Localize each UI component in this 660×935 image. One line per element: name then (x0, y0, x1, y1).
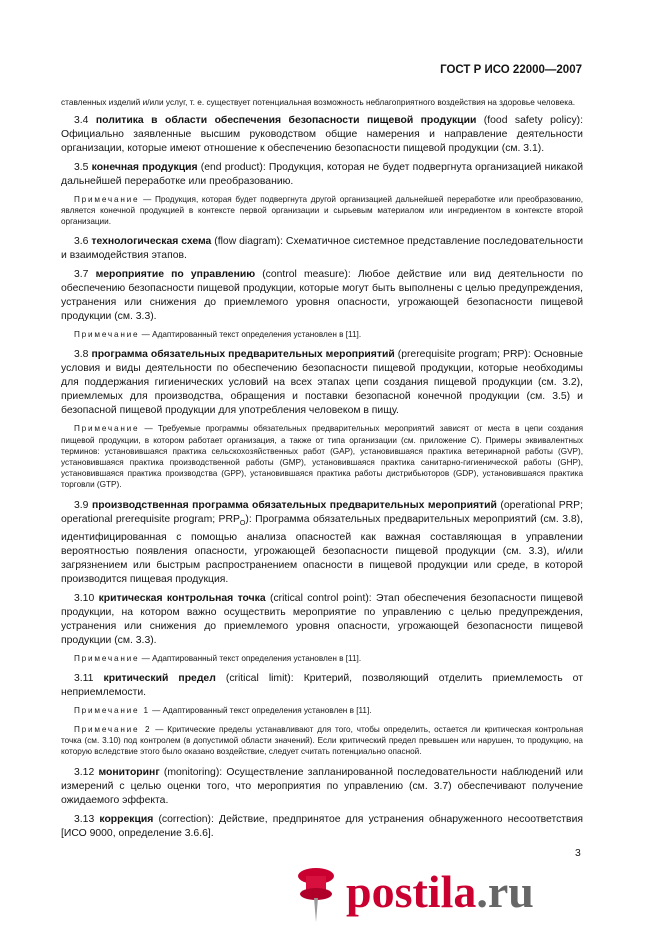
note-label: Примечание 2 (74, 725, 152, 735)
note-text: — Продукция, которая будет подвергнута другой организацией дальнейшей переработке или преобразованию, является конечной продукцией в контексте первой организации и сырьевым материалом или ингредиентом в контексте второй организации. (61, 194, 583, 226)
note-text: — Адаптированный текст определения установлен в [11]. (139, 653, 362, 663)
document-body (61, 97, 583, 846)
document-header: ГОСТ Р ИСО 22000—2007 (440, 64, 582, 76)
entry-number: 3.8 (74, 349, 89, 361)
entry-definition: (critical limit): Критерий, позволяющий отделить приемлемость от неприемлемости. (61, 672, 583, 698)
entry-definition: (end product): Продукция, которая не будет подвергнута организацией никакой дальнейшей переработке или преобразованию. (61, 161, 584, 187)
watermark-footer (0, 849, 660, 935)
entry-number: 3.5 (74, 161, 89, 173)
entry-3-7 (61, 268, 583, 324)
entry-3-9 (61, 499, 583, 587)
entry-term: мониторинг (98, 766, 160, 778)
entry-number: 3.13 (74, 813, 95, 825)
intro-paragraph: ставленных изделий и/или услуг, т. е. существует потенциальная возможность неблагоприятного воздействия на здоровье человека. (61, 97, 576, 107)
entry-number: 3.9 (74, 499, 89, 511)
entry-term: конечная продукция (91, 161, 198, 173)
entry-definition-b: ): Программа обязательных предварительных мероприятий (см. 3.8), идентифицированная с помощью анализа опасностей как важная составляющая в управлении вероятностью появления опасности, угрожающей безопасности пищевой продукции (см. 3.3), и/или загрязнением или быстрым распространением опасности в пищевой продукции или среде, в которой производится пищевая продукция. (61, 513, 583, 585)
entry-definition: (food safety policy): Официально заявленные высшим руководством общие намерения и направление деятельности организации, которые имеют отношение к обеспечению безопасности пищевой продукции (см. 3.1). (61, 114, 584, 154)
note-label: Примечание (74, 653, 140, 663)
entry-definition-a: (operational PRP; operational prerequisite program; PRP (61, 499, 583, 525)
entry-definition: (flow diagram): Схематичное системное представление последовательности и взаимодействия этапов. (61, 236, 583, 262)
entry-3-13 (61, 813, 583, 841)
note-text: — Адаптированный текст определения установлен в [11]. (149, 705, 372, 715)
entry-term: мероприятие по управлению (95, 269, 256, 281)
note-3-7 (61, 329, 583, 340)
note-text: — Критические пределы устанавливают для того, чтобы определить, остается ли критическая контрольная точка (см. 3.10) под контролем (в допустимой области значений). Если критический предел превышен или нарушен, то продукцию, на которую вследствие этого было оказано воздействие, следует считать потенциально опасной. (61, 725, 583, 757)
entry-term: критический предел (103, 672, 216, 684)
entry-number: 3.6 (74, 236, 89, 248)
entry-definition: (monitoring): Осуществление запланированной последовательности наблюдений или измерений с целью оценки того, что мероприятия по управлению (см. 3.7) обеспечивают получение ожидаемого эффекта. (61, 766, 583, 806)
note-3-8 (61, 423, 583, 490)
entry-3-11 (61, 672, 583, 700)
note-label: Примечание 1 (74, 705, 150, 715)
note-3-11-2 (61, 724, 583, 758)
entry-term: критическая контрольная точка (98, 592, 266, 604)
pushpin-icon (292, 864, 340, 922)
entry-3-12 (61, 766, 583, 808)
watermark-text (346, 866, 534, 917)
entry-definition: (critical control point): Этап обеспечения безопасности пищевой продукции, на котором важно осуществить мероприятие по управлению с целью предупреждения, устранения или снижения до приемлемого уровня опасности, угрожающей безопасности пищевой продукции (см. 3.3). (61, 592, 583, 646)
note-text: — Требуемые программы обязательных предварительных мероприятий зависят от места в цепи создания пищевой продукции, в котором работает организация, а также от типа организации (см. приложение С). Примеры эквивалентных терминов: установившаяся практика сельскохозяйственных работ (GAP), установившаяся практика ветеринарной работы (GVP), установившаяся практика производственной работы (GMP), установившаяся практика санитарно-гигиенической работы (GHP), установившаяся практика производства (GPP), установившаяся практика работы дистрибьюторов (GDP), установившаяся практика торговли (GTP). (61, 424, 583, 490)
entry-3-5 (61, 161, 583, 189)
entry-number: 3.7 (74, 269, 89, 281)
entry-term: производственная программа обязательных предварительных мероприятий (91, 499, 497, 511)
note-3-11-1 (61, 705, 583, 716)
entry-definition: (control measure): Любое действие или вид деятельности по обеспечению безопасности пищевой продукции, которые могут быть выполнены с целью предупреждения, устранения или снижения до приемлемого уровня опасности, угрожающей безопасности пищевой продукции (см. 3.3). (61, 269, 583, 323)
watermark-tld: .ru (476, 866, 534, 917)
note-3-10 (61, 653, 583, 664)
note-3-5 (61, 194, 583, 228)
note-text: — Адаптированный текст определения установлен в [11]. (139, 330, 362, 340)
entry-3-6 (61, 235, 583, 263)
entry-number: 3.4 (74, 114, 89, 126)
watermark-brand: postila (346, 866, 477, 917)
entry-number: 3.10 (74, 592, 95, 604)
note-label: Примечание (74, 330, 140, 340)
page-number: 3 (575, 848, 581, 859)
entry-subscript: O (239, 519, 246, 527)
note-label: Примечание (74, 424, 140, 434)
entry-3-10 (61, 592, 583, 648)
entry-definition: (correction): Действие, предпринятое для устранения обнаруженного несоответствия [ИСО 9000, определение 3.6.6]. (61, 813, 583, 839)
entry-term: программа обязательных предварительных мероприятий (91, 349, 395, 361)
entry-3-8 (61, 348, 583, 418)
entry-term: технологическая схема (91, 236, 212, 248)
entry-number: 3.11 (74, 672, 94, 684)
entry-3-4 (61, 114, 583, 156)
note-label: Примечание (74, 194, 140, 204)
entry-number: 3.12 (74, 766, 95, 778)
entry-term: коррекция (99, 813, 154, 825)
entry-term: политика в области обеспечения безопасности пищевой продукции (95, 114, 477, 126)
entry-definition: (prerequisite program; PRP): Основные условия и виды деятельности по обеспечению безопасности пищевой продукции, которые необходимы для поддержания гигиенических условий на всех этапах цепи создания пищевой продукции (см. 3.2), приемлемых для производства, обращения и поставки безопасной конечной продукции (см. 3.5) и безопасной пищевой продукции для употребления человеком в пищу. (61, 349, 584, 417)
